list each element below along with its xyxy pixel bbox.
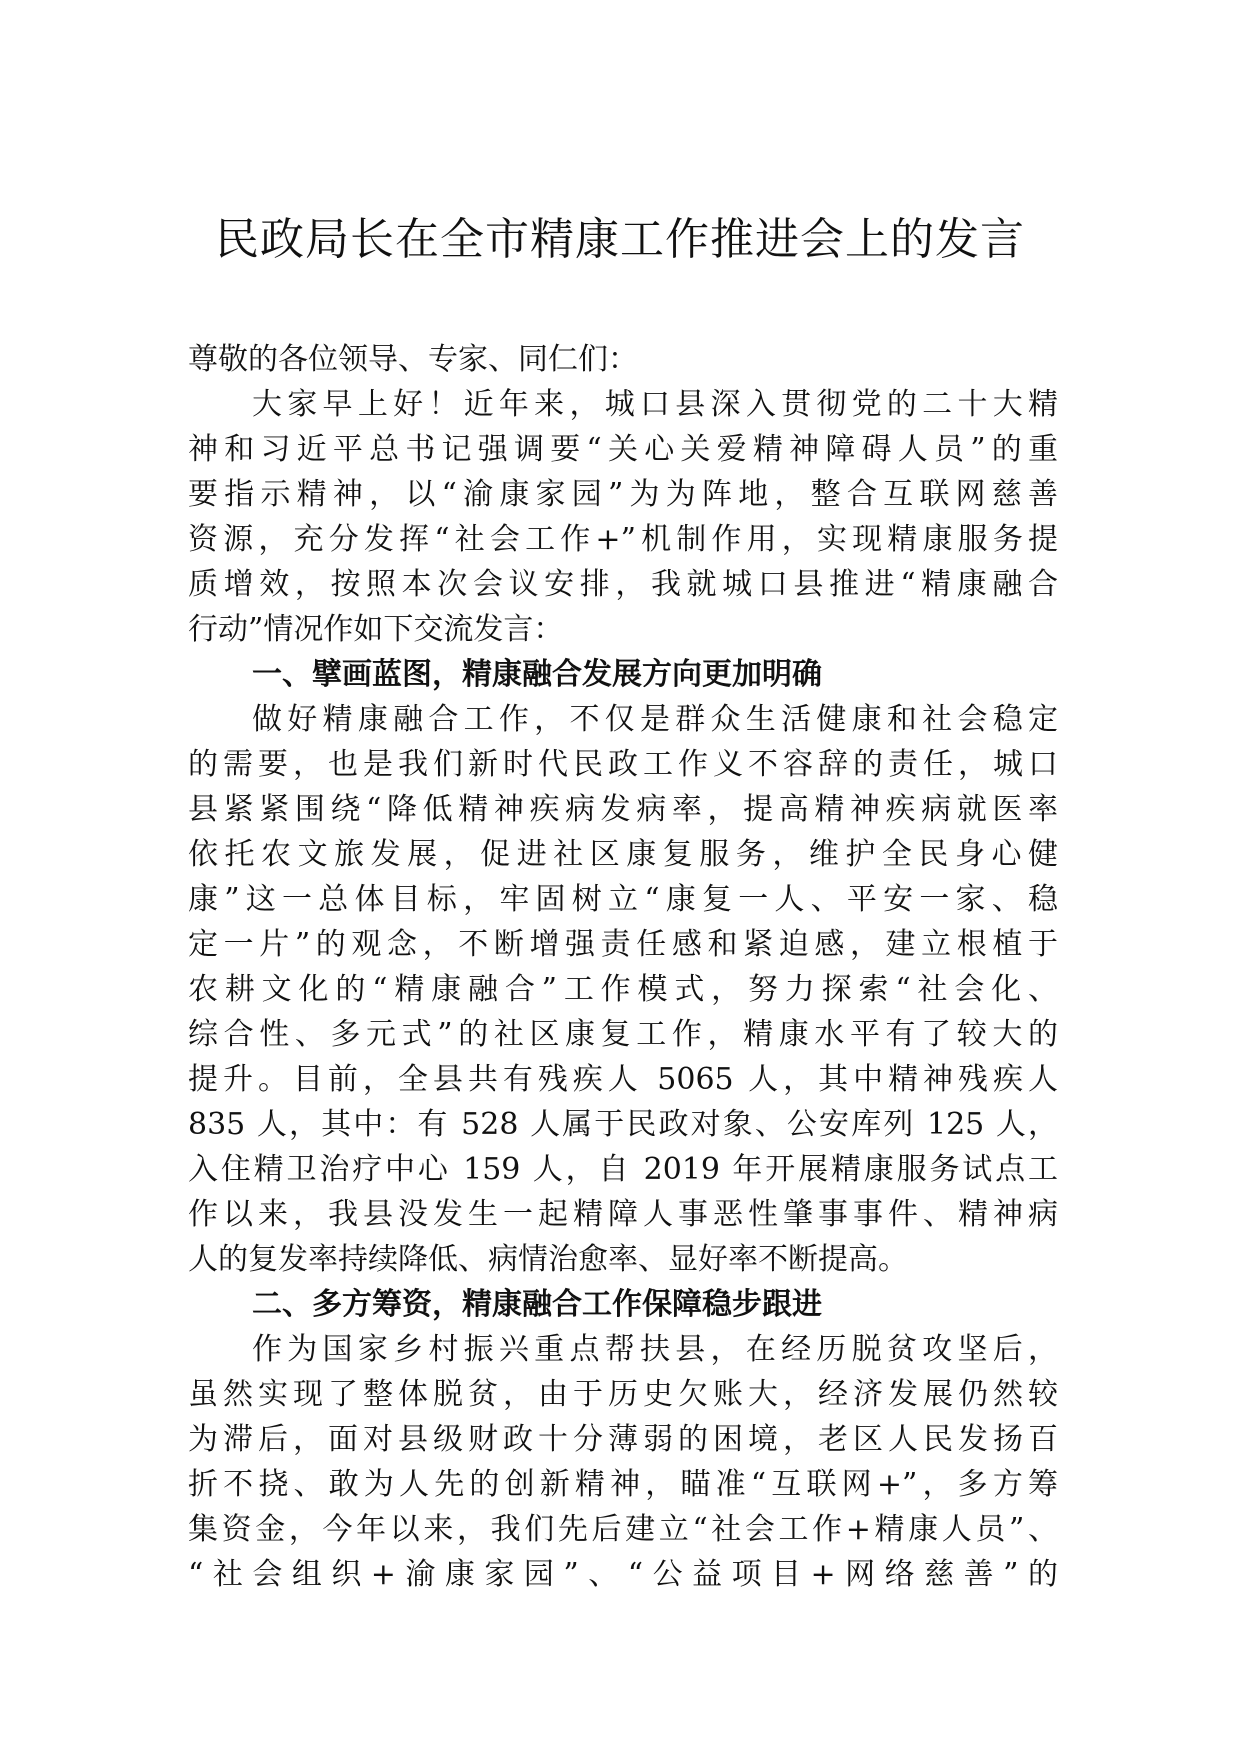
body-line: 质增效，按照本次会议安排，我就城口县推进“精康融合 <box>188 567 1058 602</box>
body-line: 康”这一总体目标，牢固树立“康复一人、平安一家、稳 <box>188 882 1058 917</box>
body-line: 为滞后，面对县级财政十分薄弱的困境，老区人民发扬百 <box>188 1422 1058 1457</box>
body-line: 人的复发率持续降低、病情治愈率、显好率不断提高。 <box>188 1242 908 1277</box>
body-line: 提升。目前，全县共有残疾人 5065 人，其中精神残疾人 <box>188 1062 1058 1097</box>
body-line: 折不挠、敢为人先的创新精神，瞄准“互联网+”，多方筹 <box>188 1467 1058 1502</box>
body-line: 要指示精神，以“渝康家园”为为阵地，整合互联网慈善 <box>188 477 1058 512</box>
body-line: 入住精卫治疗中心 159 人，自 2019 年开展精康服务试点工 <box>188 1152 1058 1187</box>
body-line: 大家早上好！近年来，城口县深入贯彻党的二十大精 <box>252 387 1058 422</box>
body-line: 神和习近平总书记强调要“关心关爱精神障碍人员”的重 <box>188 432 1058 467</box>
body-line: 的需要，也是我们新时代民政工作义不容辞的责任，城口 <box>188 747 1058 782</box>
body-line: 行动”情况作如下交流发言： <box>188 612 564 647</box>
body-line: 综合性、多元式”的社区康复工作，精康水平有了较大的 <box>188 1017 1058 1052</box>
body-line: “社会组织+渝康家园”、“公益项目+网络慈善”的 <box>188 1557 1058 1592</box>
body-line: 依托农文旅发展，促进社区康复服务，维护全民身心健 <box>188 837 1058 872</box>
body-line: 集资金，今年以来，我们先后建立“社会工作+精康人员”、 <box>188 1512 1058 1547</box>
body-line: 虽然实现了整体脱贫，由于历史欠账大，经济发展仍然较 <box>188 1377 1058 1412</box>
body-line: 定一片”的观念，不断增强责任感和紧迫感，建立根植于 <box>188 927 1058 962</box>
document-title: 民政局长在全市精康工作推进会上的发言 <box>215 214 1025 265</box>
body-line: 农耕文化的“精康融合”工作模式，努力探索“社会化、 <box>188 972 1058 1007</box>
body-line: 835 人，其中：有 528 人属于民政对象、公安库列 125 人， <box>188 1107 1058 1142</box>
body-line: 作为国家乡村振兴重点帮扶县，在经历脱贫攻坚后， <box>252 1332 1058 1367</box>
body-line: 资源，充分发挥“社会工作+”机制作用，实现精康服务提 <box>188 522 1058 557</box>
body-line: 县紧紧围绕“降低精神疾病发病率，提高精神疾病就医率 <box>188 792 1058 827</box>
body-line: 做好精康融合工作，不仅是群众生活健康和社会稳定 <box>252 702 1058 737</box>
section-heading: 一、擘画蓝图，精康融合发展方向更加明确 <box>252 657 822 692</box>
document-body <box>188 337 1058 1597</box>
body-line: 尊敬的各位领导、专家、同仁们： <box>188 342 638 377</box>
section-heading: 二、多方筹资，精康融合工作保障稳步跟进 <box>252 1287 822 1322</box>
body-line: 作以来，我县没发生一起精障人事恶性肇事事件、精神病 <box>188 1197 1058 1232</box>
